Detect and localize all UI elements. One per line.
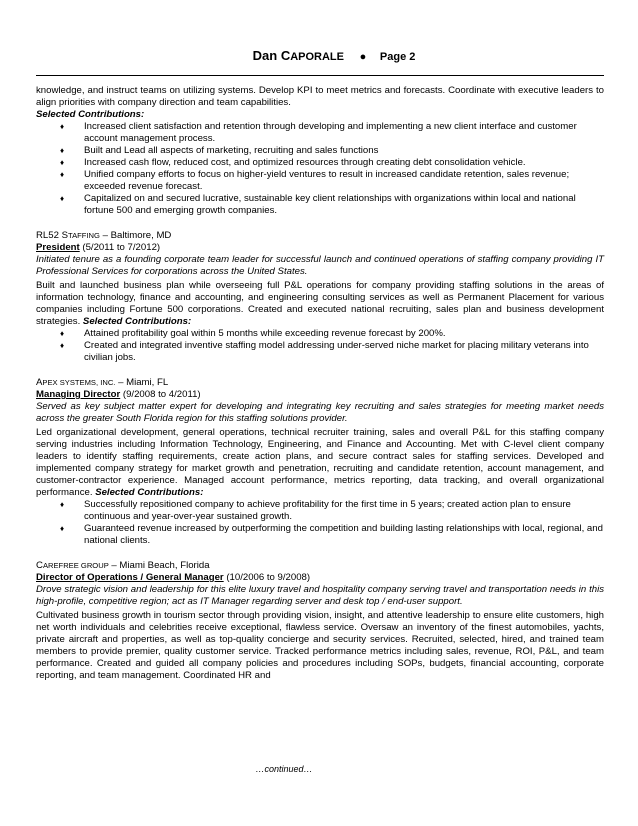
list-item: ♦ Created and integrated inventive staffing model addressing under-served niche market for placing military veterans into civilian jobs.	[60, 340, 589, 363]
list-item: ♦ Increased client satisfaction and retention through developing and implementing a new client interface and customer account management process.	[60, 121, 577, 144]
header-name: Dan CAPORALE	[252, 48, 344, 63]
company-line: RL52 STAFFING – Baltimore, MD	[36, 230, 172, 241]
company-line: CAREFREE GROUP – Miami Beach, Florida	[36, 560, 210, 571]
job-entry	[36, 560, 604, 682]
job-description: Built and launched business plan while overseeing full P&L operations for company providing staffing solutions in the areas of information technology, finance and accounting, and engineering consulting services as well as Permanent Placement for various companies including Fortune 500 corporations. Created and executed national recruiting, sales plan and business development strategies. Selected Contributions:	[36, 280, 604, 327]
job-summary: Served as key subject matter expert for developing and integrating key recruiting and sales strategies for meeting market needs across the greater South Florida region for this staffing solutions provider.	[36, 401, 604, 424]
selected-contributions-heading: Selected Contributions:	[92, 487, 204, 498]
list-item: ♦ Successfully repositioned company to achieve profitability for the first time in 5 years; created action plan to ensure continuous and year-over-year sustained growth.	[60, 499, 571, 522]
list-item: ♦ Increased cash flow, reduced cost, and optimized resources through creating debt consolidation vehicle.	[60, 157, 526, 168]
diamond-bullet-icon: ♦	[60, 341, 65, 350]
diamond-bullet-icon: ♦	[60, 122, 65, 131]
intro-paragraph: knowledge, and instruct teams on utilizing systems. Develop KPI to meet metrics and forecasts. Coordinate with executive leaders to align priorities with company direction and team capabilities.	[36, 85, 604, 108]
diamond-bullet-icon: ♦	[60, 500, 65, 509]
resume-page	[36, 48, 604, 682]
diamond-bullet-icon: ♦	[60, 194, 65, 203]
job-title: Director of Operations / General Manager (10/2006 to 9/2008)	[36, 572, 311, 583]
company-line: APEX SYSTEMS, INC. – Miami, FL	[36, 377, 169, 388]
selected-contributions-heading: Selected Contributions:	[36, 109, 145, 120]
job-summary: Drove strategic vision and leadership for this elite luxury travel and hospitality company serving travel and transportation needs in this high-profile, competitive region; act as IT Manager regarding server and desk top / end-user support.	[36, 584, 604, 607]
job-summary: Initiated tenure as a founding corporate team leader for successful launch and continued operations of staffing company providing IT Professional Services for corporations across the United States.	[36, 254, 604, 277]
job-entry	[36, 230, 604, 364]
contributions-list	[36, 121, 604, 217]
job-description: Led organizational development, general operations, technical recruiter training, sales and overall P&L for this staffing company serving industries including Information Technology, Engineering, and Finance and Accounting. Met with C-level client company leaders to identify staffing requirements, create action plans, and secure contract sales for staffing services. Developed and implemented company strategy for market growth and penetration, recruiting and candidate retention, account management, and customer-contractor experience. Managed account performance, metrics reporting, data tracking, and overall organizational performance. Selected Contributions:	[36, 427, 604, 498]
experience-section	[36, 230, 604, 682]
list-item: ♦ Built and Lead all aspects of marketing, recruiting and sales functions	[60, 145, 379, 156]
list-item: ♦ Attained profitability goal within 5 months while exceeding revenue forecast by 200%.	[60, 328, 446, 339]
job-title: President (5/2011 to 7/2012)	[36, 242, 161, 253]
list-item: ♦ Unified company efforts to focus on higher-yield ventures to result in increased candidate retention, sales revenue; exceeded revenue forecast.	[60, 169, 570, 192]
diamond-bullet-icon: ♦	[60, 170, 65, 179]
selected-contributions-heading: Selected Contributions:	[80, 316, 192, 327]
contributions-list	[36, 499, 604, 547]
diamond-bullet-icon: ♦	[60, 329, 65, 338]
job-description: Cultivated business growth in tourism sector through providing vision, insight, and attentive leadership to ensure elite customers, high net worth individuals and celebrities receive exceptional, flawless service. Oversaw an inventory of the finest automobiles, yachts, private aircraft and properties, as well as top-quality concierge and security services. Recruited, selected, hired, and trained team members to provide premier, quality customer service. Tracked performance metrics including sales, revenue, ROI, P&L, and team performance. Created and guided all company policies and procedures including SOPs, budgets, financial accounting, corporate reporting, and team management. Coordinated HR and	[36, 610, 604, 681]
page-header	[64, 48, 604, 65]
diamond-bullet-icon: ♦	[60, 524, 65, 533]
list-item: ♦ Capitalized on and secured lucrative, sustainable key client relationships with organizations within local and national fortune 500 and emerging growth companies.	[60, 193, 576, 216]
diamond-bullet-icon: ♦	[60, 146, 65, 155]
list-item: ♦ Guaranteed revenue increased by outperforming the competition and building lasting relationships with local, regional, and national clients.	[60, 523, 603, 546]
continued-note: …continued…	[255, 764, 313, 774]
header-bullet-icon: ●	[359, 51, 367, 63]
page-number: Page 2	[379, 51, 416, 63]
job-entry	[36, 377, 604, 547]
job-title: Managing Director (9/2008 to 4/2011)	[36, 389, 201, 400]
header-rule	[36, 75, 604, 76]
contributions-list	[36, 328, 604, 364]
diamond-bullet-icon: ♦	[60, 158, 65, 167]
